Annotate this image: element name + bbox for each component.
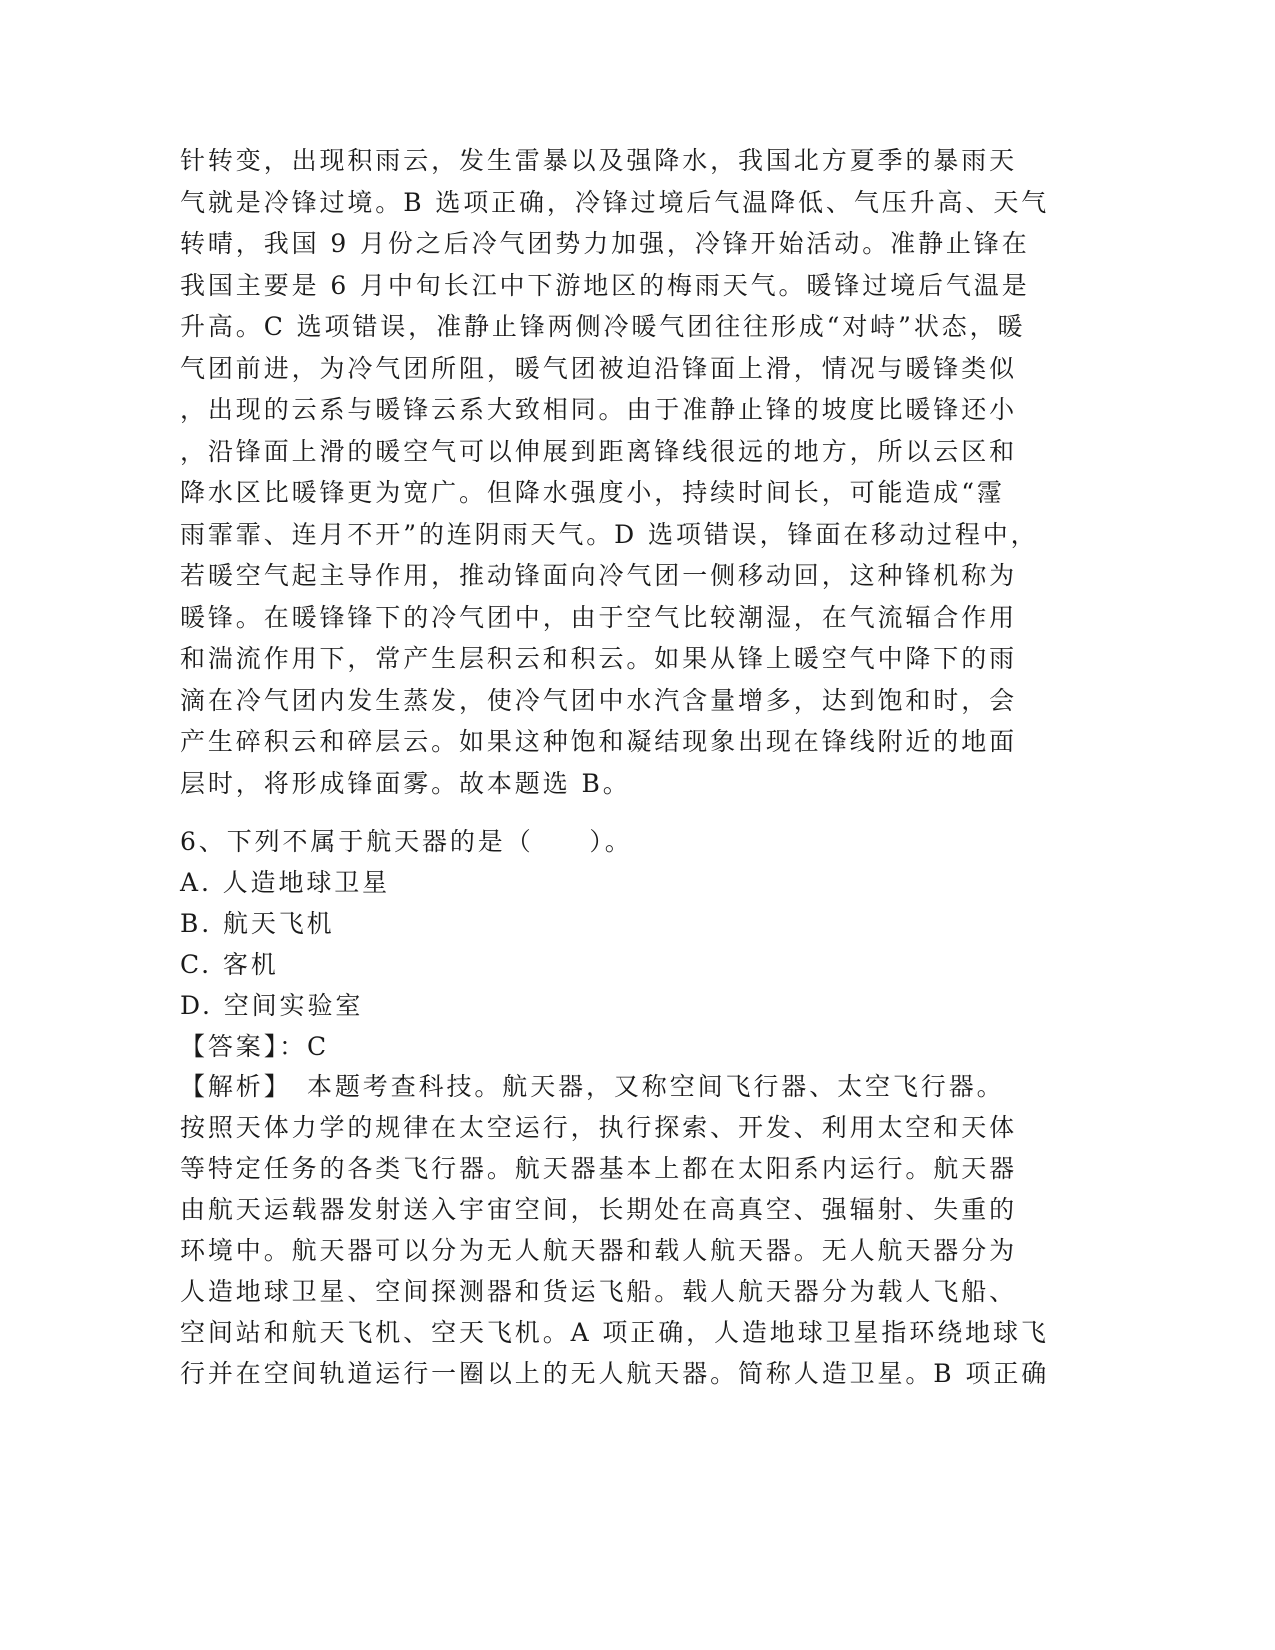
analysis-line: 行并在空间轨道运行一圈以上的无人航天器。简称人造卫星。B 项正确 [180, 1359, 1050, 1388]
answer-line: 【答案】：C [180, 1032, 330, 1061]
text-line: 我国主要是 6 月中旬长江中下游地区的梅雨天气。暖锋过境后气温是 [180, 270, 1030, 300]
text-line: 暖锋。在暖锋锋下的冷气团中，由于空气比较潮湿，在气流辐合作用 [180, 602, 1018, 632]
analysis-line: 等特定任务的各类飞行器。航天器基本上都在太阳系内运行。航天器 [180, 1154, 1018, 1183]
text-line: 和湍流作用下，常产生层积云和积云。如果从锋上暖空气中降下的雨 [180, 644, 1018, 673]
text-line: ，出现的云系与暖锋云系大致相同。由于准静止锋的坡度比暖锋还小 [180, 395, 1018, 424]
question-stem: 6、下列不属于航天器的是（ ）。 [180, 827, 633, 856]
text-line: 气就是冷锋过境。B 选项正确，冷锋过境后气温降低、气压升高、天气 [180, 187, 1050, 217]
text-line: ，沿锋面上滑的暖空气可以伸展到距离锋线很远的地方，所以云区和 [180, 436, 1018, 466]
text-line: 产生碎积云和碎层云。如果这种饱和凝结现象出现在锋线附近的地面 [180, 727, 1018, 756]
option-b: B. 航天飞机 [180, 909, 335, 938]
option-d: D. 空间实验室 [180, 991, 364, 1020]
text-line: 降水区比暖锋更为宽广。但降水强度小，持续时间长，可能造成“霪 [180, 478, 1005, 507]
text-line: 气团前进，为冷气团所阻，暖气团被迫沿锋面上滑，情况与暖锋类似 [180, 353, 1018, 383]
analysis-line: 按照天体力学的规律在太空运行，执行探索、开发、利用太空和天体 [180, 1113, 1018, 1142]
analysis-line: 人造地球卫星、空间探测器和货运飞船。载人航天器分为载人飞船、 [180, 1277, 1018, 1306]
text-line: 针转变，出现积雨云，发生雷暴以及强降水，我国北方夏季的暴雨天 [180, 146, 1018, 175]
explanation-paragraph [180, 140, 1080, 804]
option-a: A. 人造地球卫星 [180, 868, 391, 897]
question-6 [180, 821, 1080, 1067]
text-line: 雨霏霏、连月不开”的连阴雨天气。D 选项错误，锋面在移动过程中， [180, 519, 1039, 549]
text-line: 若暖空气起主导作用，推动锋面向冷气团一侧移动回，这种锋机称为 [180, 561, 1018, 590]
analysis-line: 由航天运载器发射送入宇宙空间，长期处在高真空、强辐射、失重的 [180, 1195, 1018, 1224]
text-line: 转晴，我国 9 月份之后冷气团势力加强，冷锋开始活动。准静止锋在 [180, 229, 1030, 258]
analysis-line: 【解析】 本题考查科技。航天器，又称空间飞行器、太空飞行器。 [180, 1072, 1005, 1101]
text-line: 升高。C 选项错误，准静止锋两侧冷暖气团往往形成“对峙”状态，暖 [180, 312, 1026, 341]
analysis-paragraph [180, 1066, 1080, 1394]
analysis-line: 空间站和航天飞机、空天飞机。A 项正确，人造地球卫星指环绕地球飞 [180, 1318, 1049, 1347]
text-line: 滴在冷气团内发生蒸发，使冷气团中水汽含量增多，达到饱和时，会 [180, 685, 1018, 715]
option-c: C. 客机 [180, 950, 279, 979]
text-line: 层时，将形成锋面雾。故本题选 B。 [180, 768, 631, 798]
analysis-line: 环境中。航天器可以分为无人航天器和载人航天器。无人航天器分为 [180, 1236, 1018, 1265]
